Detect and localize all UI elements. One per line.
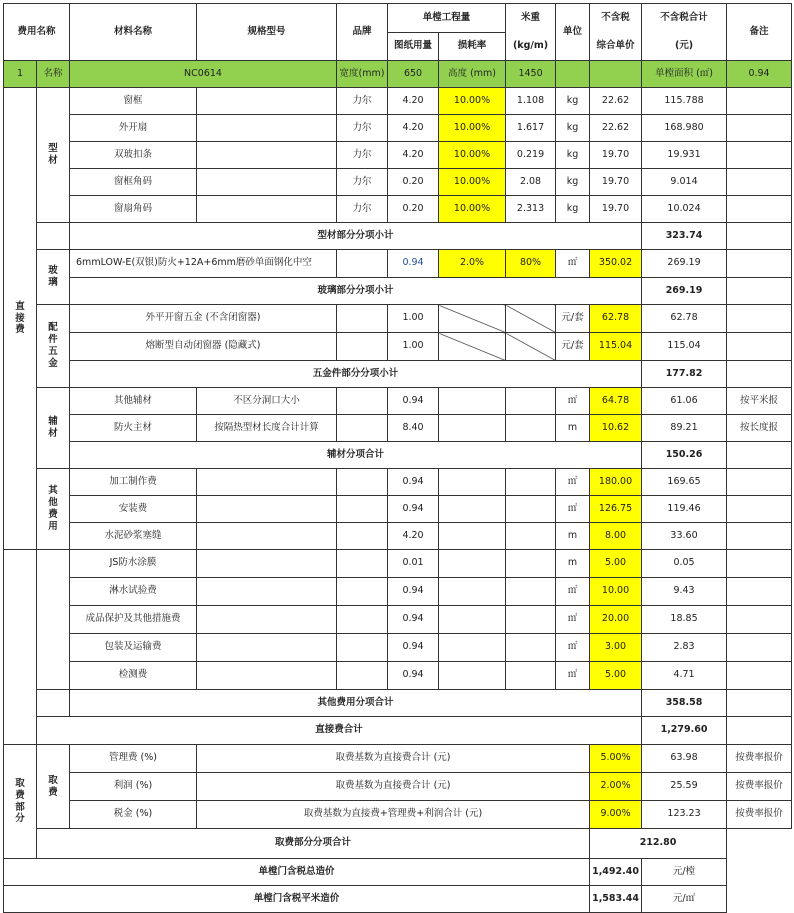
item-no: 1: [4, 61, 37, 88]
other-name: 包装及运输费: [70, 634, 197, 662]
header-unit-price-a: 不含税: [590, 4, 642, 33]
other-total: 18.85: [642, 606, 727, 634]
other-subtotal-tail: [37, 690, 70, 717]
other-price: 5.00: [590, 550, 642, 578]
other-total: 0.05: [642, 550, 727, 578]
aux-price: 10.62: [590, 415, 642, 442]
door-sqm-unit: 元/㎡: [642, 886, 727, 913]
profile-weight: 0.219: [506, 142, 556, 169]
other-note: [727, 634, 792, 662]
hardware-unit: 元/套: [556, 305, 590, 333]
hardware-weight-empty: [506, 333, 556, 361]
header-brand: 品牌: [337, 4, 388, 61]
other-row: [4, 606, 792, 634]
profile-loss: 10.00%: [439, 115, 506, 142]
subtotal-value: 323.74: [642, 223, 727, 250]
subtotal-row: [4, 223, 792, 250]
glass-brand: [337, 250, 388, 278]
hardware-loss-empty: [439, 333, 506, 361]
profile-price: 19.70: [590, 142, 642, 169]
other-row: [4, 662, 792, 690]
aux-row: [4, 415, 792, 442]
glass-total: 269.19: [642, 250, 727, 278]
glass-extra: 80%: [506, 250, 556, 278]
cost-sheet: [3, 3, 791, 904]
other-note: [727, 496, 792, 523]
aux-weight: [506, 388, 556, 415]
aux-unit: m: [556, 415, 590, 442]
fee-basis: 取费基数为直接费+管理费+利润合计 (元): [197, 801, 590, 829]
header-total-b: (元): [642, 33, 727, 61]
other-loss: [439, 496, 506, 523]
fee-note: 按费率报价: [727, 773, 792, 801]
cost-table: [3, 3, 792, 913]
other-unit: ㎡: [556, 606, 590, 634]
direct-group-tail: [4, 550, 37, 745]
profile-qty: 4.20: [388, 115, 439, 142]
item-blank-2: [590, 61, 642, 88]
other-weight: [506, 578, 556, 606]
profile-total: 10.024: [642, 196, 727, 223]
profile-spec: [197, 196, 337, 223]
other-loss: [439, 550, 506, 578]
profile-row: [4, 115, 792, 142]
other-name: 安装费: [70, 496, 197, 523]
profile-unit: kg: [556, 115, 590, 142]
hardware-unit: 元/套: [556, 333, 590, 361]
glass-unit: ㎡: [556, 250, 590, 278]
other-spec: [197, 550, 337, 578]
profile-note: [727, 115, 792, 142]
other-row: [4, 578, 792, 606]
fee-note: 按费率报价: [727, 801, 792, 829]
other-loss: [439, 634, 506, 662]
other-unit: m: [556, 550, 590, 578]
other-unit: ㎡: [556, 662, 590, 690]
other-note: [727, 606, 792, 634]
subtotal-value: 269.19: [642, 278, 727, 305]
hardware-qty: 1.00: [388, 305, 439, 333]
door-sqm-value: 1,583.44: [590, 886, 642, 913]
direct-total-row: [4, 717, 792, 745]
aux-weight: [506, 415, 556, 442]
glass-qty: 0.94: [388, 250, 439, 278]
profile-loss: 10.00%: [439, 169, 506, 196]
glass-price: 350.02: [590, 250, 642, 278]
profile-brand: 力尔: [337, 115, 388, 142]
other-row: [4, 634, 792, 662]
profile-weight: 1.108: [506, 88, 556, 115]
other-brand: [337, 662, 388, 690]
profile-note: [727, 169, 792, 196]
profile-price: 19.70: [590, 169, 642, 196]
hardware-total: 115.04: [642, 333, 727, 361]
other-weight: [506, 496, 556, 523]
other-brand: [337, 550, 388, 578]
other-qty: 0.94: [388, 496, 439, 523]
profile-unit: kg: [556, 88, 590, 115]
other-name: 水泥砂浆塞缝: [70, 523, 197, 550]
group-fee-section: 取费部分: [4, 745, 37, 859]
other-note: [727, 662, 792, 690]
other-total: 169.65: [642, 469, 727, 496]
other-group-tail: [37, 550, 70, 690]
other-weight: [506, 469, 556, 496]
subtotal-value: 150.26: [642, 442, 727, 469]
profile-total: 19.931: [642, 142, 727, 169]
other-unit: m: [556, 523, 590, 550]
profile-weight: 2.313: [506, 196, 556, 223]
fee-total: 25.59: [642, 773, 727, 801]
subtotal-note: [727, 442, 792, 469]
item-label: 名称: [37, 61, 70, 88]
aux-brand: [337, 388, 388, 415]
profile-brand: 力尔: [337, 196, 388, 223]
other-total: 33.60: [642, 523, 727, 550]
group-hardware: 配件五金: [37, 305, 70, 388]
profile-total: 168.980: [642, 115, 727, 142]
other-brand: [337, 523, 388, 550]
aux-loss: [439, 415, 506, 442]
fee-basis: 取费基数为直接费合计 (元): [197, 773, 590, 801]
other-note: [727, 578, 792, 606]
aux-unit: ㎡: [556, 388, 590, 415]
aux-price: 64.78: [590, 388, 642, 415]
other-price: 126.75: [590, 496, 642, 523]
profile-name: 窗扇角码: [70, 196, 197, 223]
other-spec: [197, 606, 337, 634]
profile-spec: [197, 88, 337, 115]
other-unit: ㎡: [556, 496, 590, 523]
aux-total: 89.21: [642, 415, 727, 442]
hardware-price: 115.04: [590, 333, 642, 361]
aux-qty: 0.94: [388, 388, 439, 415]
door-total-row: [4, 859, 792, 886]
other-qty: 0.94: [388, 606, 439, 634]
profile-spec: [197, 142, 337, 169]
glass-loss: 2.0%: [439, 250, 506, 278]
door-sqm-row: [4, 886, 792, 913]
fee-rate: 2.00%: [590, 773, 642, 801]
profile-loss: 10.00%: [439, 142, 506, 169]
profile-row: [4, 88, 792, 115]
profile-spec: [197, 115, 337, 142]
other-unit: ㎡: [556, 578, 590, 606]
fee-name: 管理费 (%): [70, 745, 197, 773]
item-width-label: 宽度(mm): [337, 61, 388, 88]
other-name: 检测费: [70, 662, 197, 690]
header-spec: 规格型号: [197, 4, 337, 61]
header-meter-weight-unit: (kg/m): [506, 33, 556, 61]
fee-basis: 取费基数为直接费合计 (元): [197, 745, 590, 773]
other-loss: [439, 606, 506, 634]
item-blank-1: [556, 61, 590, 88]
other-row: [4, 550, 792, 578]
profile-loss: 10.00%: [439, 196, 506, 223]
other-loss: [439, 578, 506, 606]
header-unit-price-b: 综合单价: [590, 33, 642, 61]
other-brand: [337, 469, 388, 496]
aux-spec: 不区分洞口大小: [197, 388, 337, 415]
profile-brand: 力尔: [337, 142, 388, 169]
profile-weight: 1.617: [506, 115, 556, 142]
subtotal-row: [4, 690, 792, 717]
subtotal-label: 其他费用分项合计: [70, 690, 642, 717]
other-spec: [197, 634, 337, 662]
fee-subtotal-row: [4, 829, 792, 859]
glass-name: 6mmLOW-E(双银)防火+12A+6mm磨砂单面钢化中空: [70, 250, 337, 278]
subtotal-note: [727, 361, 792, 388]
other-weight: [506, 634, 556, 662]
other-brand: [337, 496, 388, 523]
other-spec: [197, 523, 337, 550]
hardware-brand: [337, 333, 388, 361]
aux-brand: [337, 415, 388, 442]
profile-qty: 0.20: [388, 196, 439, 223]
other-qty: 4.20: [388, 523, 439, 550]
profile-unit: kg: [556, 142, 590, 169]
other-qty: 0.94: [388, 578, 439, 606]
profile-weight: 2.08: [506, 169, 556, 196]
aux-note: 按平米报: [727, 388, 792, 415]
aux-qty: 8.40: [388, 415, 439, 442]
other-unit: ㎡: [556, 469, 590, 496]
hardware-total: 62.78: [642, 305, 727, 333]
fee-name: 税金 (%): [70, 801, 197, 829]
subtotal-label: 型材部分分项小计: [70, 223, 642, 250]
group-glass: 玻璃: [37, 250, 70, 305]
fee-rate: 9.00%: [590, 801, 642, 829]
aux-name: 其他辅材: [70, 388, 197, 415]
other-name: 加工制作费: [70, 469, 197, 496]
fee-subtotal-label: 取费部分分项合计: [37, 829, 590, 859]
direct-total-value: 1,279.60: [642, 717, 727, 745]
hardware-qty: 1.00: [388, 333, 439, 361]
header-meter-weight: 米重: [506, 4, 556, 33]
aux-loss: [439, 388, 506, 415]
other-spec: [197, 662, 337, 690]
other-qty: 0.94: [388, 662, 439, 690]
group-profile: 型材: [37, 88, 70, 223]
fee-row: [4, 745, 792, 773]
profile-name: 窗框角码: [70, 169, 197, 196]
aux-name: 防火主材: [70, 415, 197, 442]
hardware-price: 62.78: [590, 305, 642, 333]
fee-total: 123.23: [642, 801, 727, 829]
other-spec: [197, 469, 337, 496]
item-height-label: 高度 (mm): [439, 61, 506, 88]
fee-note: 按费率报价: [727, 745, 792, 773]
header-material-name: 材料名称: [70, 4, 197, 61]
profile-total: 115.788: [642, 88, 727, 115]
other-price: 180.00: [590, 469, 642, 496]
subtotal-label: 玻璃部分分项小计: [70, 278, 642, 305]
profile-group-tail: [37, 223, 70, 250]
other-row: [4, 469, 792, 496]
profile-price: 19.70: [590, 196, 642, 223]
other-weight: [506, 662, 556, 690]
other-loss: [439, 469, 506, 496]
fee-rate: 5.00%: [590, 745, 642, 773]
subtotal-value: 358.58: [642, 690, 727, 717]
aux-total: 61.06: [642, 388, 727, 415]
group-aux: 辅材: [37, 388, 70, 469]
hardware-brand: [337, 305, 388, 333]
item-row: [4, 61, 792, 88]
subtotal-row: [4, 361, 792, 388]
hardware-loss-empty: [439, 305, 506, 333]
header-unit: 单位: [556, 4, 590, 61]
header-fee-name: 费用名称: [4, 4, 70, 61]
other-price: 3.00: [590, 634, 642, 662]
fee-name: 利润 (%): [70, 773, 197, 801]
other-note: [727, 469, 792, 496]
direct-total-label: 直接费合计: [37, 717, 642, 745]
other-note: [727, 523, 792, 550]
other-total: 119.46: [642, 496, 727, 523]
subtotal-row: [4, 442, 792, 469]
door-total-label: 单樘门含税总造价: [4, 859, 590, 886]
profile-brand: 力尔: [337, 169, 388, 196]
subtotal-label: 五金件部分分项小计: [70, 361, 642, 388]
other-unit: ㎡: [556, 634, 590, 662]
fee-row: [4, 801, 792, 829]
header-note: 备注: [727, 4, 792, 61]
item-name: NC0614: [70, 61, 337, 88]
header-drawing-qty: 图纸用量: [388, 33, 439, 61]
other-qty: 0.94: [388, 634, 439, 662]
glass-note: [727, 250, 792, 278]
profile-name: 窗框: [70, 88, 197, 115]
item-width: 650: [388, 61, 439, 88]
other-name: 成品保护及其他措施费: [70, 606, 197, 634]
profile-total: 9.014: [642, 169, 727, 196]
other-loss: [439, 523, 506, 550]
aux-note: 按长度报: [727, 415, 792, 442]
aux-row: [4, 388, 792, 415]
direct-total-note: [727, 717, 792, 745]
other-row: [4, 523, 792, 550]
hardware-weight-empty: [506, 305, 556, 333]
profile-unit: kg: [556, 196, 590, 223]
profile-price: 22.62: [590, 115, 642, 142]
subtotal-label: 辅材分项合计: [70, 442, 642, 469]
other-name: 淋水试验费: [70, 578, 197, 606]
other-price: 5.00: [590, 662, 642, 690]
profile-qty: 4.20: [388, 88, 439, 115]
other-price: 8.00: [590, 523, 642, 550]
other-qty: 0.94: [388, 469, 439, 496]
profile-unit: kg: [556, 169, 590, 196]
subtotal-row: [4, 278, 792, 305]
hardware-note: [727, 305, 792, 333]
profile-row: [4, 196, 792, 223]
other-weight: [506, 606, 556, 634]
other-name: JS防水涂膜: [70, 550, 197, 578]
other-total: 4.71: [642, 662, 727, 690]
other-spec: [197, 496, 337, 523]
other-brand: [337, 606, 388, 634]
subtotal-note: [727, 278, 792, 305]
group-other: 其他费用: [37, 469, 70, 550]
other-weight: [506, 523, 556, 550]
other-brand: [337, 634, 388, 662]
other-price: 10.00: [590, 578, 642, 606]
hardware-name: 外平开窗五金 (不含闭窗器): [70, 305, 337, 333]
subtotal-note: [727, 223, 792, 250]
profile-note: [727, 88, 792, 115]
header-quantity: 单樘工程量: [388, 4, 506, 33]
group-fee: 取费: [37, 745, 70, 829]
group-direct: 直接费: [4, 88, 37, 550]
profile-qty: 4.20: [388, 142, 439, 169]
profile-brand: 力尔: [337, 88, 388, 115]
other-qty: 0.01: [388, 550, 439, 578]
header-total-a: 不含税合计: [642, 4, 727, 33]
other-price: 20.00: [590, 606, 642, 634]
other-brand: [337, 578, 388, 606]
other-weight: [506, 550, 556, 578]
profile-spec: [197, 169, 337, 196]
fee-total: 63.98: [642, 745, 727, 773]
other-total: 9.43: [642, 578, 727, 606]
glass-row: [4, 250, 792, 278]
hardware-name: 熔断型自动闭窗器 (隐藏式): [70, 333, 337, 361]
profile-row: [4, 169, 792, 196]
profile-row: [4, 142, 792, 169]
door-total-value: 1,492.40: [590, 859, 642, 886]
profile-name: 双玻扣条: [70, 142, 197, 169]
hardware-note: [727, 333, 792, 361]
profile-price: 22.62: [590, 88, 642, 115]
profile-note: [727, 142, 792, 169]
subtotal-value: 177.82: [642, 361, 727, 388]
header-loss-rate: 损耗率: [439, 33, 506, 61]
profile-qty: 0.20: [388, 169, 439, 196]
profile-loss: 10.00%: [439, 88, 506, 115]
other-loss: [439, 662, 506, 690]
hardware-row: [4, 333, 792, 361]
door-total-unit: 元/樘: [642, 859, 727, 886]
other-spec: [197, 578, 337, 606]
aux-spec: 按隔热型材长度合计计算: [197, 415, 337, 442]
door-sqm-label: 单樘门含税平米造价: [4, 886, 590, 913]
fee-row: [4, 773, 792, 801]
item-area: 0.94: [727, 61, 792, 88]
item-height: 1450: [506, 61, 556, 88]
subtotal-note: [727, 690, 792, 717]
fee-subtotal-value: 212.80: [590, 829, 727, 859]
other-row: [4, 496, 792, 523]
profile-note: [727, 196, 792, 223]
item-area-label: 单樘面积 (㎡): [642, 61, 727, 88]
profile-name: 外开扇: [70, 115, 197, 142]
other-note: [727, 550, 792, 578]
other-total: 2.83: [642, 634, 727, 662]
hardware-row: [4, 305, 792, 333]
